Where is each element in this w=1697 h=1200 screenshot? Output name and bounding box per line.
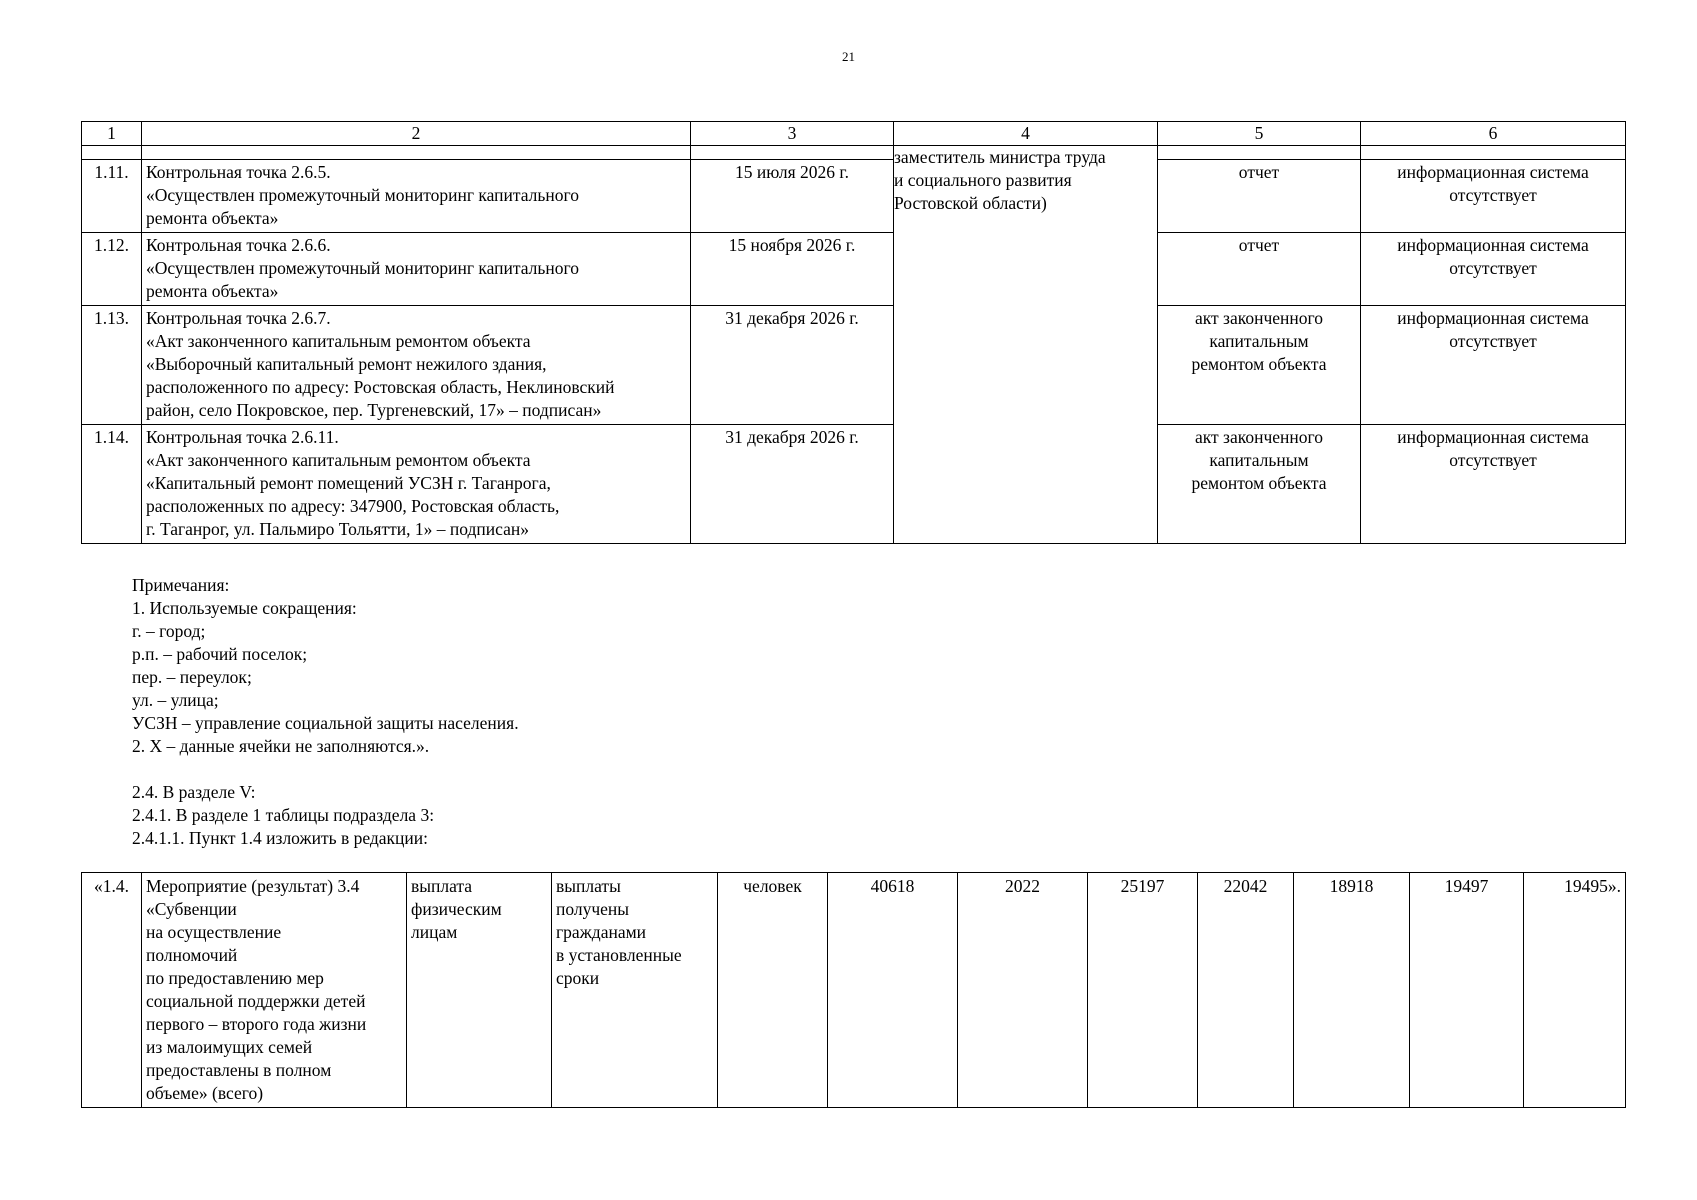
unit-cell: человек xyxy=(718,873,828,1108)
control-points-table xyxy=(81,121,1626,544)
row-number: 1.12. xyxy=(82,233,142,306)
table-spacer-row xyxy=(82,146,1626,160)
notes-title: Примечания: xyxy=(132,575,230,595)
row-number: 1.11. xyxy=(82,160,142,233)
page-number: 21 xyxy=(842,49,855,64)
header-cell-2: 2 xyxy=(142,122,691,146)
control-point-document: акт законченного капитальным ремонтом объекта xyxy=(1158,306,1361,425)
measure-name: Мероприятие (результат) 3.4 «Субвенции на осуществление полномочий по предоставлению мер социальной поддержки детей первого – второго года жизни из малоимущих семей предоставлены в полном объеме» (всего) xyxy=(142,873,407,1108)
section-line: 2.4. В разделе V: xyxy=(132,782,256,802)
header-cell-6: 6 xyxy=(1361,122,1626,146)
table-row xyxy=(82,873,1626,1108)
table-header-row xyxy=(82,122,1626,146)
control-point-document: отчет xyxy=(1158,160,1361,233)
note-line: 1. Используемые сокращения: xyxy=(132,598,357,618)
control-point-date: 31 декабря 2026 г. xyxy=(691,306,894,425)
table-row xyxy=(82,233,1626,306)
note-line: р.п. – рабочий поселок; xyxy=(132,644,308,664)
information-system: информационная система отсутствует xyxy=(1361,233,1626,306)
control-point-name: Контрольная точка 2.6.6. «Осуществлен промежуточный мониторинг капитального ремонта объекта» xyxy=(142,233,691,306)
row-number: «1.4. xyxy=(82,873,142,1108)
note-line: г. – город; xyxy=(132,621,206,641)
base-year-cell: 2022 xyxy=(958,873,1088,1108)
table-row xyxy=(82,306,1626,425)
information-system: информационная система отсутствует xyxy=(1361,306,1626,425)
value-cell: 19495». xyxy=(1524,873,1626,1108)
control-point-document: акт законченного капитальным ремонтом объекта xyxy=(1158,425,1361,544)
section-line: 2.4.1. В разделе 1 таблицы подраздела 3: xyxy=(132,805,435,825)
information-system: информационная система отсутствует xyxy=(1361,425,1626,544)
note-line: ул. – улица; xyxy=(132,690,219,710)
responsible-person: заместитель министра труда и социального развития Ростовской области) xyxy=(894,146,1158,544)
table-row xyxy=(82,160,1626,233)
measure-characteristic: выплаты получены гражданами в установленные сроки xyxy=(552,873,718,1108)
control-point-date: 15 ноября 2026 г. xyxy=(691,233,894,306)
measure-type: выплата физическим лицам xyxy=(407,873,552,1108)
value-cell: 18918 xyxy=(1294,873,1410,1108)
header-cell-5: 5 xyxy=(1158,122,1361,146)
section-line: 2.4.1.1. Пункт 1.4 изложить в редакции: xyxy=(132,828,429,848)
note-line: пер. – переулок; xyxy=(132,667,252,687)
row-number: 1.14. xyxy=(82,425,142,544)
header-cell-4: 4 xyxy=(894,122,1158,146)
note-line: 2. Х – данные ячейки не заполняются.». xyxy=(132,736,430,756)
table-row xyxy=(82,425,1626,544)
row-number: 1.13. xyxy=(82,306,142,425)
value-cell: 19497 xyxy=(1410,873,1524,1108)
information-system: информационная система отсутствует xyxy=(1361,160,1626,233)
value-cell: 25197 xyxy=(1088,873,1198,1108)
control-point-date: 15 июля 2026 г. xyxy=(691,160,894,233)
control-point-name: Контрольная точка 2.6.7. «Акт законченного капитальным ремонтом объекта «Выборочный капитальный ремонт нежилого здания, расположенного по адресу: Ростовская область, Неклиновский район, село Покровское, пер. Тургеневский, 17» – подписан» xyxy=(142,306,691,425)
control-point-document: отчет xyxy=(1158,233,1361,306)
control-point-date: 31 декабря 2026 г. xyxy=(691,425,894,544)
note-line: УСЗН – управление социальной защиты населения. xyxy=(132,713,519,733)
control-point-name: Контрольная точка 2.6.11. «Акт законченного капитальным ремонтом объекта «Капитальный ремонт помещений УСЗН г. Таганрога, расположенных по адресу: 347900, Ростовская область, г. Таганрог, ул. Пальмиро Тольятти, 1» – подписан» xyxy=(142,425,691,544)
header-cell-1: 1 xyxy=(82,122,142,146)
control-point-name: Контрольная точка 2.6.5. «Осуществлен промежуточный мониторинг капитального ремонта объекта» xyxy=(142,160,691,233)
measures-table xyxy=(81,872,1626,1108)
value-cell: 22042 xyxy=(1198,873,1294,1108)
notes-block xyxy=(132,574,519,850)
header-cell-3: 3 xyxy=(691,122,894,146)
base-value-cell: 40618 xyxy=(828,873,958,1108)
